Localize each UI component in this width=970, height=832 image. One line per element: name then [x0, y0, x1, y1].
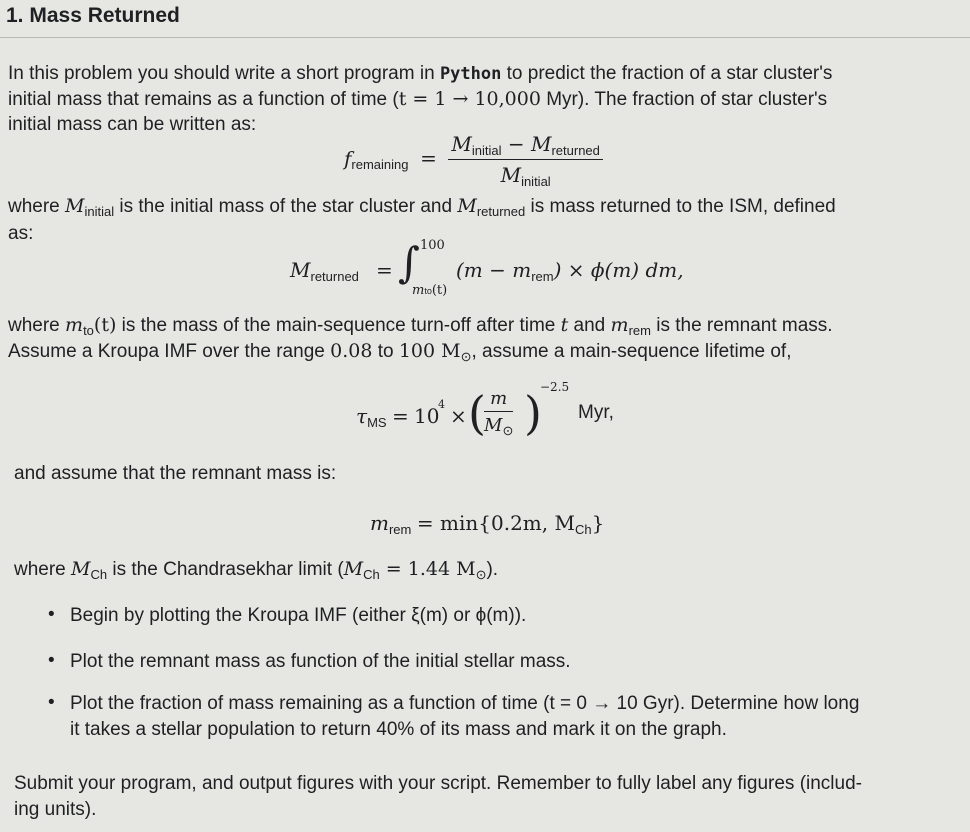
eq2-lower-sub: to [424, 286, 432, 296]
eq2-lhs-sub: returned [310, 269, 359, 284]
where-line-1 [8, 194, 836, 220]
eq3-fraction [484, 388, 513, 436]
eq1-den-s: initial [521, 174, 551, 189]
where2-text: is the mass of the main-sequence turn-off after time [116, 315, 561, 336]
where-line-2: as: [8, 223, 34, 244]
eq2-integral-sign: ∫ [398, 238, 420, 287]
where2-range-high: 100 M [398, 340, 461, 362]
eq3-unit: Myr, [578, 402, 614, 423]
eq1-num-m2: M [530, 132, 552, 156]
where2-text: Assume a Kroupa IMF over the range [8, 341, 331, 362]
chandra-text: where [14, 559, 72, 580]
equation-tau-ms [356, 380, 656, 450]
eq2-equals: = [376, 258, 393, 282]
bullet-marker: • [48, 692, 55, 713]
chandra-m2: M [343, 558, 364, 580]
bullet-marker: • [48, 650, 55, 671]
eq2-integrand-head: (m − m [456, 258, 532, 282]
where2-text: , assume a main-sequence lifetime of, [471, 341, 792, 362]
eq1-lhs: f [344, 146, 352, 171]
where-line-3 [8, 313, 833, 339]
section-title: 1. Mass Returned [6, 4, 180, 27]
eq1-equals: = [420, 146, 437, 171]
eq3-right-paren: ) [524, 386, 542, 440]
eq3-lhs: τ [356, 404, 368, 428]
eq2-lower-limit [412, 282, 447, 298]
eq2-integrand-sub: rem [531, 269, 554, 284]
where2-m1: m [65, 314, 84, 336]
eq3-den-m: M [484, 415, 503, 436]
eq3-equals: = [392, 404, 409, 428]
where2-text: where [8, 315, 66, 336]
eq3-exponent-4: 4 [438, 398, 445, 411]
eq1-minus: − [501, 132, 531, 156]
intro-line-2 [8, 87, 827, 112]
where2-text: is the remnant mass. [650, 315, 833, 336]
time-range-math: t = 1 → 10,000 [398, 88, 541, 110]
intro-line-1 [8, 61, 832, 87]
eq2-lower-arg: (t) [431, 283, 448, 298]
eq2-lhs: M [290, 258, 311, 282]
eq2-integrand-tail: ) × ϕ(m) dm, [553, 258, 684, 282]
intro-text: initial mass that remains as a function of time ( [8, 89, 399, 110]
bullet-item-plot-imf: Begin by plotting the Kroupa IMF (either ξ(m) or ϕ(m)). [70, 605, 527, 626]
bullet-item-plot-remnant: Plot the remnant mass as function of the initial stellar mass. [70, 651, 571, 672]
sun-symbol: ⊙ [475, 567, 487, 582]
where1-text: is mass returned to the ISM, defined [525, 196, 836, 217]
chandrasekhar-line [14, 557, 498, 583]
eq1-num-s1: initial [471, 143, 502, 158]
where1-text: where [8, 196, 66, 217]
bullet-item-plot-fraction: Plot the fraction of mass remaining as a function of time (t = 0 → 10 Gyr). Determine how long [70, 693, 860, 714]
where1-m2: M [457, 195, 477, 217]
eq3-den-sun: ⊙ [502, 423, 514, 438]
eq4-close: } [591, 511, 605, 535]
chandra-value: = 1.44 M [379, 558, 476, 580]
eq3-times: × [450, 404, 467, 428]
equation-f-remaining [344, 132, 603, 188]
submission-line-2: ing units). [14, 799, 97, 820]
equation-m-rem [370, 511, 604, 536]
eq4-lhs-sub: rem [388, 522, 412, 537]
chandra-text: is the Chandrasekhar limit ( [107, 559, 344, 580]
where1-m1: M [65, 195, 85, 217]
where1-s2: returned [476, 204, 526, 219]
eq3-denominator [484, 412, 513, 436]
intro-text: Myr). The fraction of star cluster's [540, 89, 828, 110]
eq3-lhs-sub: MS [367, 415, 387, 430]
sun-symbol: ⊙ [460, 349, 472, 364]
eq3-lhs-wrap [356, 404, 387, 429]
where2-s2: rem [628, 323, 651, 338]
where2-arg: (t) [93, 314, 117, 336]
where2-range-low: 0.08 [330, 340, 373, 362]
chandra-text: ). [486, 559, 499, 580]
where1-s1: initial [84, 204, 115, 219]
where2-text: and [568, 315, 611, 336]
bullet-marker: • [48, 604, 55, 625]
eq3-numerator: m [484, 388, 513, 412]
bullet-item-plot-fraction-cont: it takes a stellar population to return 40% of its mass and mark it on the graph. [70, 719, 727, 740]
eq4-rhs: = min{0.2m, M [416, 511, 575, 535]
where2-t: t [560, 314, 569, 336]
chandra-s2: Ch [363, 567, 380, 582]
eq1-fraction [448, 132, 603, 188]
eq3-left-paren: ( [468, 386, 486, 440]
intro-line-3: initial mass can be written as: [8, 114, 257, 135]
eq3-coef: 10 [414, 404, 440, 428]
where1-text: is the initial mass of the star cluster and [114, 196, 458, 217]
where2-s1: to [83, 323, 94, 338]
eq1-numerator [448, 132, 603, 160]
where2-text: to [372, 341, 399, 362]
python-code-word: Python [439, 64, 502, 84]
eq3-power: −2.5 [540, 380, 570, 394]
eq1-denominator [448, 160, 603, 188]
where2-m2: m [610, 314, 629, 336]
eq4-lhs: m [370, 511, 389, 535]
eq2-integrand [456, 258, 684, 282]
chandra-m: M [71, 558, 91, 580]
where-line-4 [8, 339, 792, 365]
intro-text: to predict the fraction of a star cluster's [501, 63, 833, 84]
eq1-lhs-sub: remaining [351, 157, 409, 173]
eq2-lhs-wrap [290, 258, 359, 283]
intro-text: In this problem you should write a short program in [8, 63, 440, 84]
eq1-num-m1: M [451, 132, 472, 156]
eq2-upper-limit: 100 [420, 238, 445, 253]
chandra-s: Ch [90, 567, 108, 582]
remnant-intro: and assume that the remnant mass is: [14, 463, 337, 484]
equation-m-returned [290, 238, 710, 308]
submission-line-1: Submit your program, and output figures with your script. Remember to fully label any figures (includ- [14, 773, 862, 794]
eq1-den-m: M [500, 163, 522, 187]
eq2-lower-m: m [412, 283, 425, 298]
eq4-rhs-sub: Ch [574, 522, 592, 537]
title-divider [0, 37, 970, 38]
eq1-num-s2: returned [551, 143, 600, 158]
